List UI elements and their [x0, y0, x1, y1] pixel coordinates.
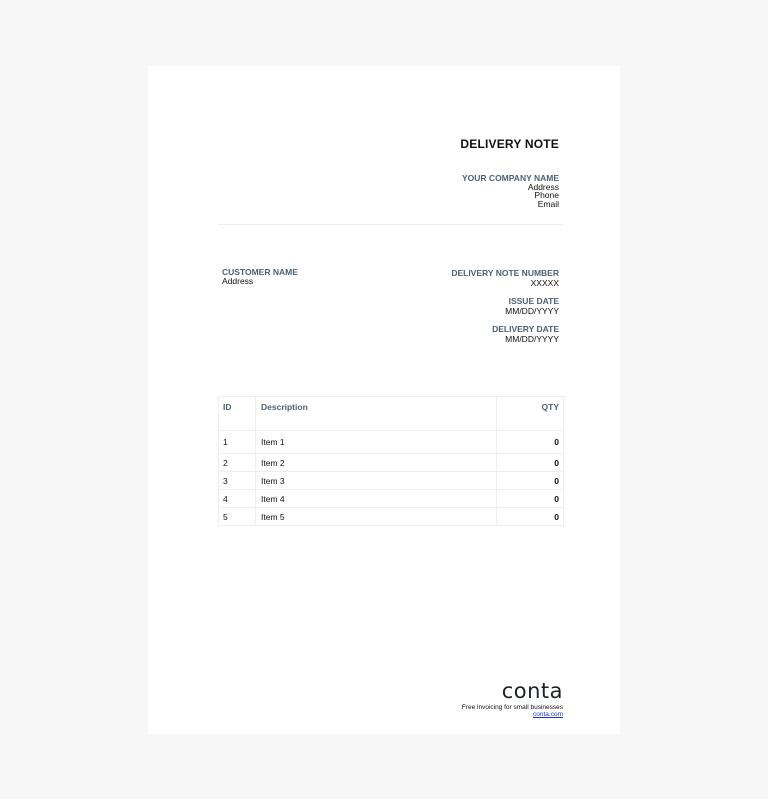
table-row: [219, 431, 564, 454]
header-description: Description: [256, 397, 497, 431]
row-qty: 0: [497, 472, 564, 490]
table-row: [219, 454, 564, 472]
company-phone: Phone: [534, 190, 559, 201]
row-description: Item 4: [256, 490, 497, 508]
delivery-meta: [451, 268, 559, 352]
table-row: [219, 508, 564, 526]
issue-date-block: [451, 296, 559, 316]
row-id: 4: [219, 490, 256, 508]
footer-branding: [462, 680, 563, 718]
header-divider: [218, 224, 563, 225]
row-qty: 0: [497, 431, 564, 454]
document-page: [148, 66, 620, 734]
row-id: 2: [219, 454, 256, 472]
header-id: ID: [219, 397, 256, 431]
issue-date-label: ISSUE DATE: [508, 296, 559, 306]
delivery-date-value: MM/DD/YYYY: [505, 334, 559, 344]
delivery-date-label: DELIVERY DATE: [492, 324, 559, 334]
row-description: Item 5: [256, 508, 497, 526]
header-qty: QTY: [497, 397, 564, 431]
table-row: [219, 472, 564, 490]
customer-name: CUSTOMER NAME: [222, 267, 298, 277]
delivery-number-label: DELIVERY NOTE NUMBER: [451, 268, 559, 278]
company-block: [462, 174, 559, 208]
row-qty: 0: [497, 508, 564, 526]
row-id: 1: [219, 431, 256, 454]
row-qty: 0: [497, 454, 564, 472]
row-description: Item 3: [256, 472, 497, 490]
company-email: Email: [537, 198, 559, 209]
items-table: [218, 396, 564, 526]
customer-block: [222, 268, 298, 286]
delivery-number-block: [451, 268, 559, 288]
row-description: Item 1: [256, 431, 497, 454]
conta-logo: conta: [501, 679, 563, 703]
website-link[interactable]: conta.com: [533, 711, 563, 718]
footer-tagline: Free invoicing for small businesses: [461, 704, 563, 711]
row-id: 3: [219, 472, 256, 490]
delivery-number-value: XXXXX: [530, 278, 559, 288]
row-id: 5: [219, 508, 256, 526]
company-address: Address: [527, 181, 559, 192]
document-title: DELIVERY NOTE: [460, 137, 559, 151]
table-row: [219, 490, 564, 508]
row-qty: 0: [497, 490, 564, 508]
company-name: YOUR COMPANY NAME: [462, 173, 559, 183]
row-description: Item 2: [256, 454, 497, 472]
table-header-row: [219, 397, 564, 431]
customer-address: Address: [222, 276, 254, 286]
issue-date-value: MM/DD/YYYY: [505, 306, 559, 316]
delivery-date-block: [451, 324, 559, 344]
